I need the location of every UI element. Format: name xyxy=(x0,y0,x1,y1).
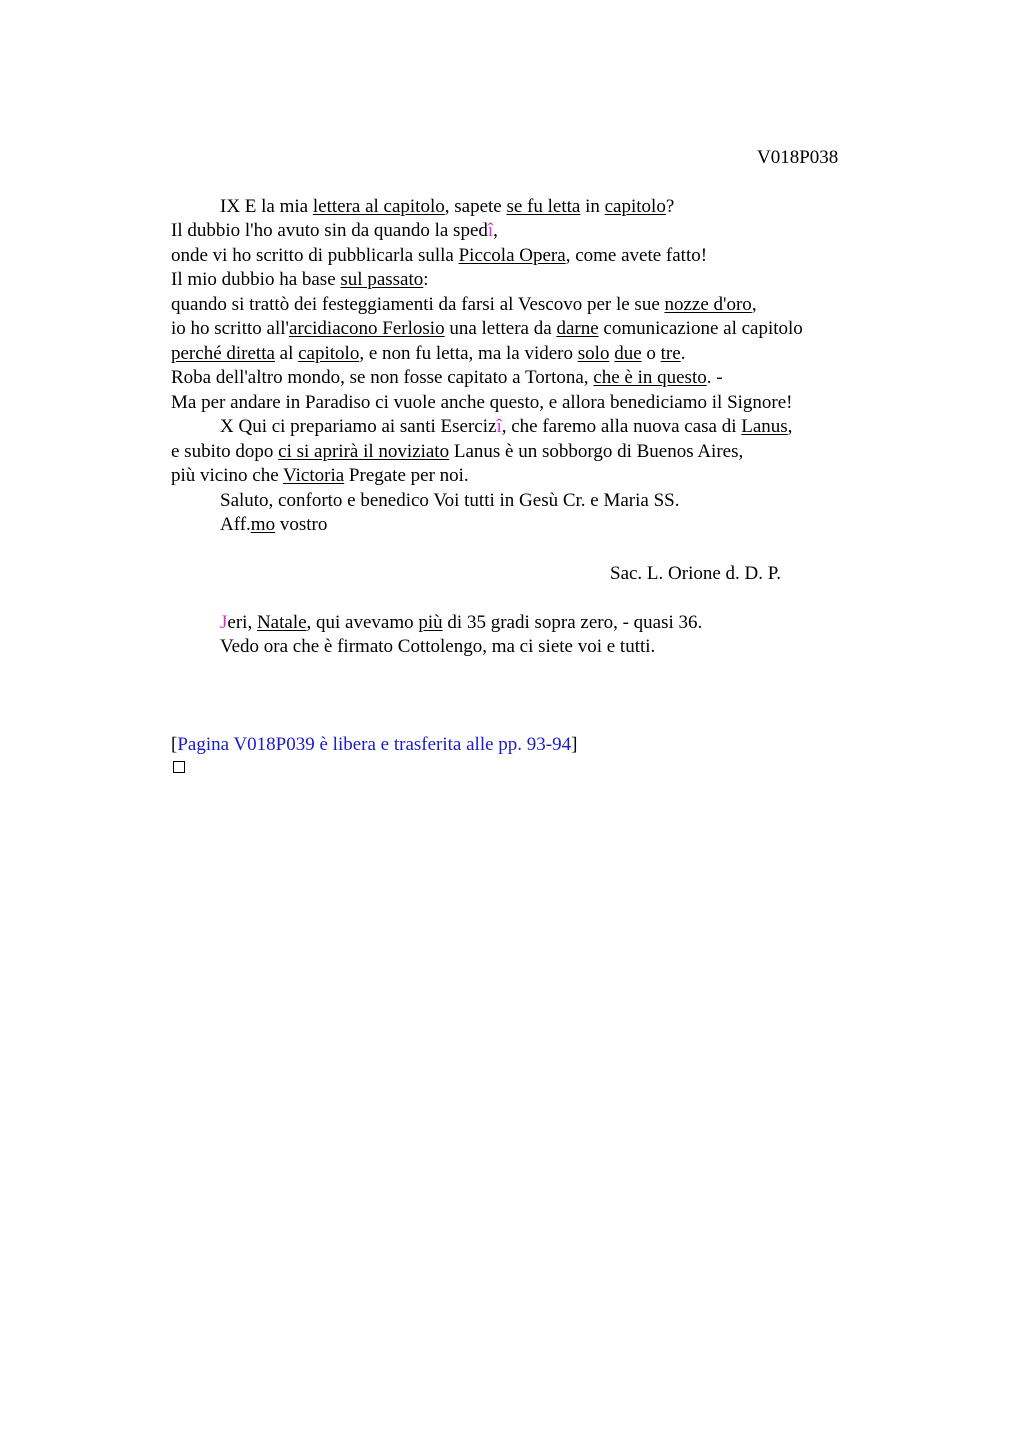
text-line xyxy=(220,195,674,219)
text-line xyxy=(220,489,679,513)
text-segment: o xyxy=(641,343,661,364)
text-segment: Aff. xyxy=(220,514,251,535)
text-segment: IX E la mia xyxy=(220,196,313,217)
editorial-note xyxy=(171,733,577,757)
text-segment: : xyxy=(423,269,429,290)
underlined-text: capitolo xyxy=(604,196,666,217)
text-segment: , che faremo alla nuova casa di xyxy=(501,416,742,437)
text-line xyxy=(171,391,793,415)
text-segment: Saluto, conforto e benedico Voi tutti in Gesù Cr. e Maria SS. xyxy=(220,490,680,511)
text-segment: una lettera da xyxy=(444,318,557,339)
underlined-text: Lanus xyxy=(741,416,788,437)
text-segment: X Qui ci prepariamo ai santi Eserciz xyxy=(220,416,497,437)
text-segment: eri, xyxy=(227,612,257,633)
text-segment: più vicino che xyxy=(171,465,284,486)
text-line xyxy=(171,244,707,268)
text-line xyxy=(171,440,743,464)
text-segment: vostro xyxy=(275,514,328,535)
text-segment: Lanus è un sobborgo di Buenos Aires, xyxy=(449,441,744,462)
text-segment: Roba dell'altro mondo, se non fosse capitato a Tortona, xyxy=(171,367,594,388)
underlined-text: due xyxy=(614,343,642,364)
text-segment: . - xyxy=(706,367,723,388)
text-segment: in xyxy=(580,196,605,217)
text-segment: Il dubbio l'ho avuto sin da quando la sped xyxy=(171,220,488,241)
text-line xyxy=(171,464,469,488)
text-segment: quando si trattò dei festeggiamenti da farsi al Vescovo per le sue xyxy=(171,294,665,315)
text-segment: Pregate per noi. xyxy=(344,465,469,486)
text-segment: , e non fu letta, ma la videro xyxy=(359,343,578,364)
postscript-line xyxy=(220,635,655,659)
text-line xyxy=(171,268,429,292)
text-segment: Ma per andare in Paradiso ci vuole anche questo, e allora benediciamo il Signore! xyxy=(171,392,793,413)
text-segment: al xyxy=(274,343,299,364)
underlined-text: Natale xyxy=(256,612,307,633)
underlined-text: arcidiacono Ferlosio xyxy=(288,318,445,339)
text-line xyxy=(220,513,327,537)
signature: Sac. L. Orione d. D. P. xyxy=(610,563,781,584)
text-line xyxy=(171,317,803,341)
text-line xyxy=(171,293,757,317)
postscript-line xyxy=(220,611,702,635)
highlighted-char: î xyxy=(496,416,502,437)
underlined-text: che è in questo xyxy=(593,367,707,388)
note-bracket: [ xyxy=(171,734,178,755)
text-segment: , qui avevamo xyxy=(306,612,419,633)
underlined-text: ci si aprirà il noviziato xyxy=(278,441,450,462)
text-segment: Vedo ora che è firmato Cottolengo, ma ci siete voi e tutti. xyxy=(220,636,656,657)
text-segment: di 35 gradi sopra zero, - quasi 36. xyxy=(442,612,703,633)
text-segment: onde vi ho scritto di pubblicarla sulla xyxy=(171,245,459,266)
underlined-text: nozze d'oro xyxy=(664,294,752,315)
text-line xyxy=(171,366,723,390)
underlined-text: se fu letta xyxy=(506,196,581,217)
note-text: Pagina V018P039 è libera e trasferita alle pp. 93-94 xyxy=(177,734,572,755)
text-segment: comunicazione al capitolo xyxy=(598,318,803,339)
underlined-text: capitolo xyxy=(298,343,360,364)
text-segment: Il mio dubbio ha base xyxy=(171,269,341,290)
text-line xyxy=(171,219,498,243)
text-segment: , xyxy=(787,416,793,437)
text-segment: , xyxy=(493,220,498,241)
underlined-text: Victoria xyxy=(283,465,345,486)
underlined-text: mo xyxy=(250,514,276,535)
highlighted-char: î xyxy=(487,220,494,241)
text-segment: , xyxy=(751,294,757,315)
text-segment: ? xyxy=(665,196,675,217)
highlighted-char: J xyxy=(220,612,228,633)
underlined-text: più xyxy=(418,612,443,633)
underlined-text: solo xyxy=(577,343,610,364)
text-segment: , come avete fatto! xyxy=(565,245,708,266)
empty-square-icon xyxy=(173,761,185,773)
underlined-text: darne xyxy=(556,318,599,339)
text-line xyxy=(171,342,685,366)
note-bracket: ] xyxy=(571,734,578,755)
page-code: V018P038 xyxy=(757,147,839,168)
text-segment: e subito dopo xyxy=(171,441,279,462)
underlined-text: perché diretta xyxy=(171,343,275,364)
underlined-text: sul passato xyxy=(340,269,424,290)
underlined-text: lettera al capitolo xyxy=(312,196,445,217)
text-segment: io ho scritto all' xyxy=(171,318,289,339)
text-segment: . xyxy=(680,343,686,364)
text-line xyxy=(220,415,792,439)
text-segment: , sapete xyxy=(444,196,507,217)
underlined-text: tre xyxy=(660,343,681,364)
underlined-text: Piccola Opera xyxy=(458,245,566,266)
